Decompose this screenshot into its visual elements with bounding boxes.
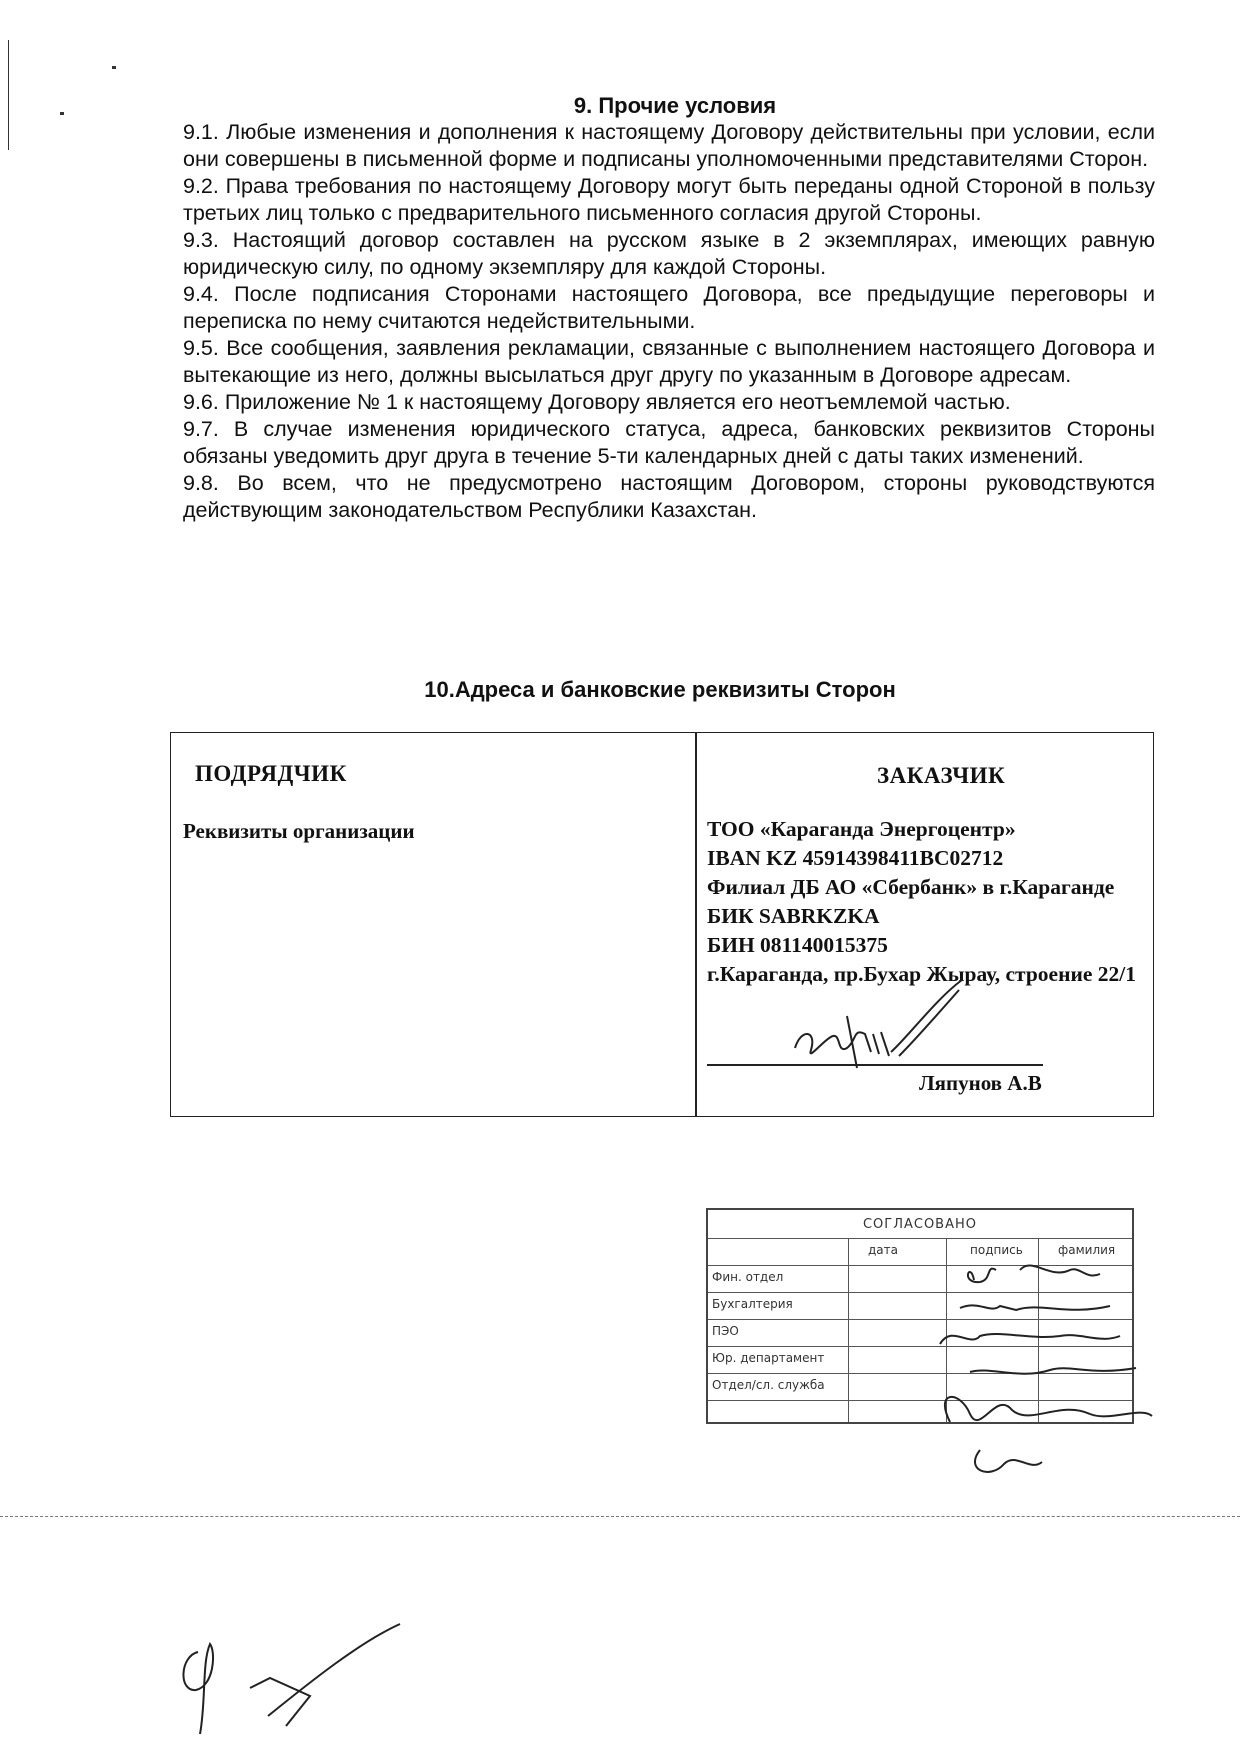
requisites-table bbox=[170, 732, 1154, 1117]
customer-signatory: Ляпунов А.В bbox=[919, 1071, 1042, 1095]
customer-bik: БИК SABRKZKA bbox=[707, 904, 880, 928]
customer-bank: Филиал ДБ АО «Сбербанк» в г.Караганде bbox=[707, 875, 1115, 899]
customer-bin: БИН 081140015375 bbox=[707, 933, 888, 957]
section9-title: 9. Прочие условия bbox=[573, 93, 777, 118]
section10-title: 10.Адреса и банковские реквизиты Сторон bbox=[424, 677, 896, 702]
page-initials bbox=[170, 1622, 430, 1742]
customer-heading: ЗАКАЗЧИК bbox=[877, 763, 1006, 788]
customer-address: г.Караганда, пр.Бухар Жырау, строение 22/1 bbox=[707, 962, 1136, 986]
page-cut-line bbox=[0, 1516, 1240, 1517]
stamp-handwriting bbox=[900, 1240, 1160, 1500]
clause-9-8: 9.8. Во всем, что не предусмотрено настоящим Договором, стороны руководствуются действующим законодательством Республики Казахстан. bbox=[183, 471, 1155, 522]
clause-9-4: 9.4. После подписания Сторонами настоящего Договора, все предыдущие переговоры и переписка по нему считаются недействительными. bbox=[183, 282, 1155, 333]
signature-line bbox=[707, 1064, 1043, 1066]
contractor-org-label: Реквизиты организации bbox=[183, 819, 415, 843]
clause-9-7: 9.7. В случае изменения юридического статуса, адреса, банковских реквизитов Стороны обязаны уведомить друг друга в течение 5-ти календарных дней с даты таких изменений. bbox=[183, 417, 1155, 468]
stamp-row-label: Отдел/сл. служба bbox=[712, 1378, 825, 1392]
customer-column bbox=[697, 733, 1155, 1116]
customer-company: ТОО «Караганда Энергоцентр» bbox=[707, 817, 1016, 841]
section9-clauses bbox=[183, 119, 1155, 524]
stamp-col-date: дата bbox=[868, 1243, 898, 1257]
stamp-row-label: Юр. департамент bbox=[712, 1351, 825, 1365]
clause-9-1: 9.1. Любые изменения и дополнения к настоящему Договору действительны при условии, если они совершены в письменной форме и подписаны уполномоченными представителями Сторон. bbox=[183, 120, 1155, 171]
customer-requisites bbox=[707, 815, 1149, 989]
clause-9-5: 9.5. Все сообщения, заявления рекламации, связанные с выполнением настоящего Договора и вытекающие из него, должны высылаться друг другу по указанным в Договоре адресам. bbox=[183, 336, 1155, 387]
stamp-col-signature: подпись bbox=[970, 1243, 1023, 1257]
customer-iban: IBAN KZ 45914398411BC02712 bbox=[707, 846, 1004, 870]
margin-mark bbox=[112, 66, 116, 69]
clause-9-3: 9.3. Настоящий договор составлен на русском языке в 2 экземплярах, имеющих равную юридическую силу, по одному экземпляру для каждой Стороны. bbox=[183, 228, 1155, 279]
margin-mark bbox=[8, 40, 9, 150]
contractor-column bbox=[171, 733, 695, 1116]
stamp-title: СОГЛАСОВАНО bbox=[862, 1217, 978, 1232]
stamp-row-label: Бухгалтерия bbox=[712, 1297, 793, 1311]
contractor-heading: ПОДРЯДЧИК bbox=[195, 761, 347, 786]
customer-signature bbox=[787, 978, 987, 1078]
clause-9-6: 9.6. Приложение № 1 к настоящему Договору является его неотъемлемой частью. bbox=[183, 390, 1011, 414]
clause-9-2: 9.2. Права требования по настоящему Договору могут быть переданы одной Стороной в пользу третьих лиц только с предварительного письменного согласия другой Стороны. bbox=[183, 174, 1155, 225]
stamp-row-label: Фин. отдел bbox=[712, 1270, 784, 1284]
stamp-row-label: ПЭО bbox=[712, 1324, 739, 1338]
stamp-col-surname: фамилия bbox=[1058, 1243, 1116, 1257]
